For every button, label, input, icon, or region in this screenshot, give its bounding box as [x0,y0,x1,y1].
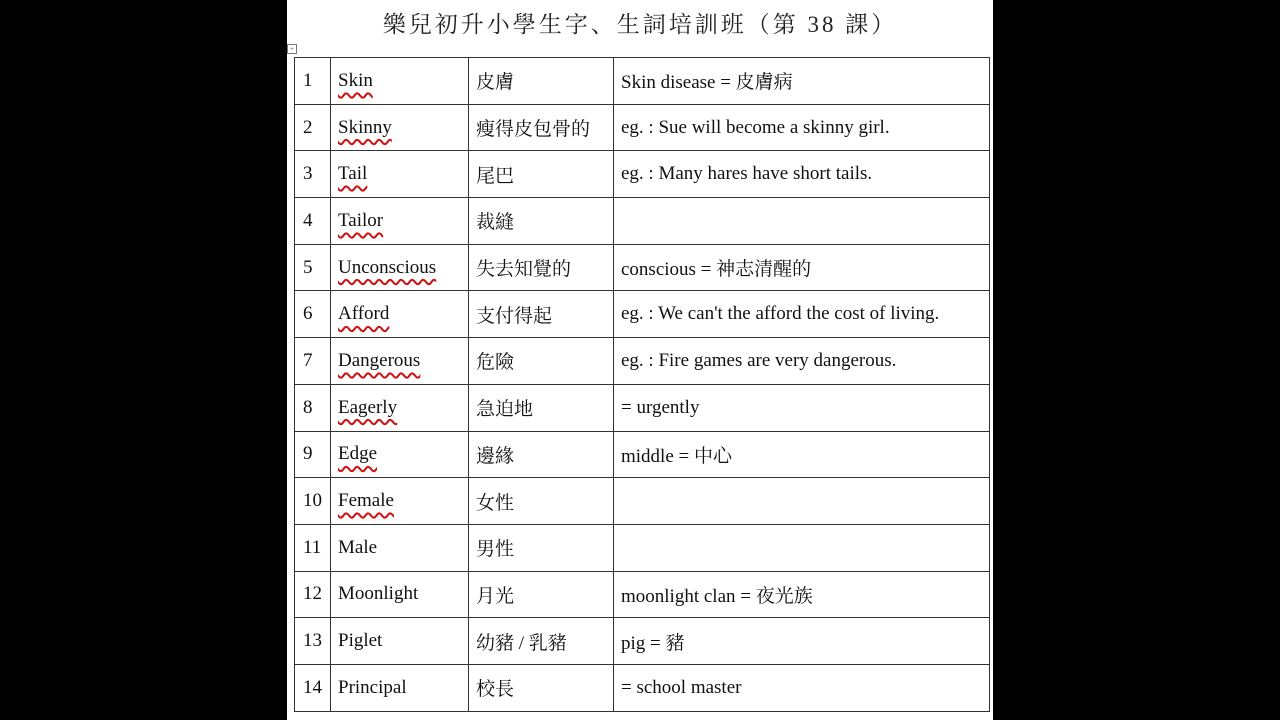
document-page [287,0,993,720]
row-number [295,151,331,198]
english-word [331,58,469,105]
table-row [295,571,990,618]
chinese-meaning-text: 危險 [476,352,515,374]
example-note [614,198,990,245]
english-word-text: Tail [338,163,368,185]
table-row [295,198,990,245]
example-note-text: = school master [621,676,742,698]
chinese-meaning [469,618,614,665]
chinese-meaning [469,664,614,711]
table-row [295,618,990,665]
chinese-meaning [469,571,614,618]
english-word-text: Moonlight [338,583,419,605]
table-row [295,478,990,525]
row-number [295,431,331,478]
example-note [614,58,990,105]
english-word-text: Eagerly [338,396,398,418]
table-row [295,384,990,431]
example-note-text: = urgently [621,396,700,418]
row-number-text: 14 [303,676,322,698]
english-word-text: Tailor [338,209,384,231]
row-number [295,104,331,151]
example-note [614,151,990,198]
example-note [614,571,990,618]
row-number [295,384,331,431]
chinese-meaning-text: 瘦得皮包骨的 [476,119,591,141]
example-note-text: pig = 豬 [621,632,685,654]
table-row [295,431,990,478]
example-note [614,478,990,525]
row-number [295,244,331,291]
chinese-meaning-text: 女性 [476,492,515,514]
english-word [331,384,469,431]
table-row [295,291,990,338]
row-number-text: 5 [303,256,313,278]
example-note [614,431,990,478]
row-number [295,198,331,245]
row-number-text: 9 [303,443,313,465]
row-number [295,571,331,618]
english-word [331,244,469,291]
chinese-meaning [469,58,614,105]
row-number-text: 11 [303,536,322,558]
chinese-meaning [469,291,614,338]
english-word [331,664,469,711]
row-number-text: 12 [303,583,322,605]
chinese-meaning [469,198,614,245]
table-row [295,338,990,385]
row-number-text: 10 [303,490,322,512]
row-number [295,58,331,105]
row-number-text: 7 [303,349,313,371]
table-row [295,151,990,198]
table-row [295,524,990,571]
page-title: 樂兒初升小學生字、生詞培訓班（第 38 課） [382,12,898,37]
example-note [614,104,990,151]
example-note [614,664,990,711]
english-word-text: Edge [338,443,378,465]
chinese-meaning [469,384,614,431]
chinese-meaning [469,151,614,198]
chinese-meaning [469,244,614,291]
english-word-text: Afford [338,303,390,325]
example-note-text: middle = 中心 [621,445,732,467]
example-note [614,338,990,385]
chinese-meaning-text: 失去知覺的 [476,259,572,281]
example-note-text: Skin disease = 皮膚病 [621,72,793,94]
row-number [295,338,331,385]
english-word [331,618,469,665]
chinese-meaning-text: 皮膚 [476,72,515,94]
english-word-text: Male [338,536,378,558]
table-row [295,664,990,711]
example-note-text: moonlight clan = 夜光族 [621,585,813,607]
row-number [295,291,331,338]
english-word [331,524,469,571]
chinese-meaning [469,338,614,385]
example-note-text: eg. : Fire games are very dangerous. [621,349,897,371]
english-word [331,151,469,198]
row-number [295,478,331,525]
english-word-text: Unconscious [338,256,437,278]
row-number-text: 4 [303,209,313,231]
example-note [614,291,990,338]
row-number [295,618,331,665]
example-note [614,618,990,665]
chinese-meaning-text: 支付得起 [476,305,553,327]
chinese-meaning [469,478,614,525]
english-word [331,431,469,478]
english-word [331,198,469,245]
english-word [331,291,469,338]
row-number-text: 13 [303,630,322,652]
row-number-text: 8 [303,396,313,418]
english-word-text: Female [338,490,394,512]
chinese-meaning-text: 裁縫 [476,212,515,234]
row-number [295,664,331,711]
english-word-text: Piglet [338,630,383,652]
example-note [614,384,990,431]
english-word-text: Principal [338,676,407,698]
chinese-meaning [469,104,614,151]
chinese-meaning-text: 幼豬 / 乳豬 [476,632,567,654]
chinese-meaning [469,431,614,478]
chinese-meaning-text: 尾巴 [476,165,515,187]
example-note-text: eg. : We can't the afford the cost of living. [621,303,940,325]
example-note [614,524,990,571]
english-word [331,104,469,151]
table-row [295,104,990,151]
english-word-text: Skinny [338,116,392,138]
row-number [295,524,331,571]
row-number-text: 3 [303,163,313,185]
example-note [614,244,990,291]
row-number-text: 6 [303,303,313,325]
english-word-text: Skin [338,69,373,91]
english-word [331,478,469,525]
row-number-text: 1 [303,69,313,91]
chinese-meaning-text: 急迫地 [476,399,534,421]
chinese-meaning [469,524,614,571]
chinese-meaning-text: 校長 [476,679,515,701]
example-note-text: conscious = 神志清醒的 [621,259,812,281]
row-number-text: 2 [303,116,313,138]
english-word-text: Dangerous [338,349,421,371]
table-row [295,58,990,105]
chinese-meaning-text: 月光 [476,585,515,607]
example-note-text: eg. : Many hares have short tails. [621,163,873,185]
table-row [295,244,990,291]
example-note-text: eg. : Sue will become a skinny girl. [621,116,890,138]
table-move-handle-icon[interactable]: + [287,44,297,54]
vocabulary-table [294,57,990,712]
english-word [331,338,469,385]
chinese-meaning-text: 男性 [476,539,515,561]
chinese-meaning-text: 邊緣 [476,445,515,467]
english-word [331,571,469,618]
